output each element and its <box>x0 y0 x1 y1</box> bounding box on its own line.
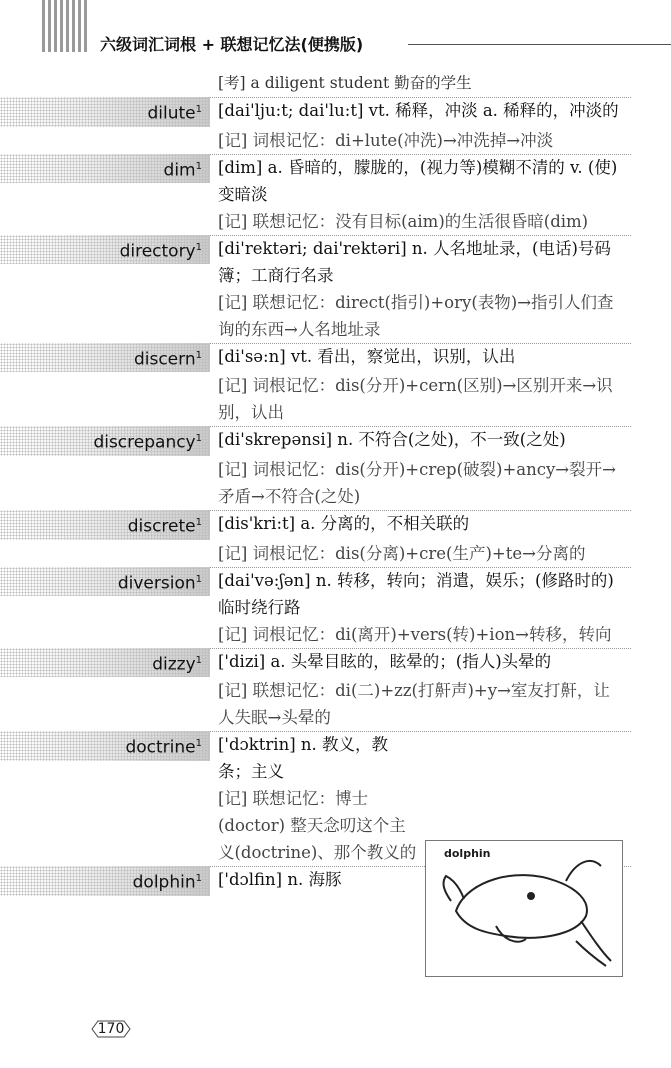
head-word-text: dizzy <box>152 654 196 675</box>
definition: [di'sə:n] vt. 看出，察觉出，识别，认出 <box>218 346 516 366</box>
memory-note <box>0 289 623 343</box>
head-word <box>0 97 210 127</box>
dotted-rule <box>210 343 631 344</box>
dotted-rule <box>210 426 631 427</box>
head-word-superscript: 1 <box>195 160 202 172</box>
definition: [dai'lju:t; dai'lu:t] vt. 稀释，冲淡 a. 稀释的，冲淡的 <box>218 101 619 120</box>
head-word-text: doctrine <box>125 737 196 758</box>
head-word <box>0 154 210 184</box>
definition: [di'rektəri; dai'rektəri] n. 人名地址录，(电话)号码簿；工商行名录 <box>218 238 611 285</box>
dotted-rule <box>210 648 631 649</box>
entry-line <box>0 648 671 678</box>
dolphin-illustration <box>425 840 623 977</box>
head-word <box>0 510 210 540</box>
dotted-rule <box>210 731 631 732</box>
head-word-superscript: 1 <box>195 873 202 885</box>
entry-discrete <box>0 510 671 567</box>
head-word-superscript: 1 <box>195 104 202 115</box>
memory-note <box>0 540 623 567</box>
entry-line <box>0 97 671 127</box>
entry-line <box>0 731 671 785</box>
memory-note <box>0 372 623 426</box>
head-word <box>0 343 210 373</box>
head-word-text: diversion <box>117 573 196 594</box>
memory-note-text: [记] 词根记忆：di(离开)+vers(转)+ion→转移，转向 <box>218 624 612 644</box>
memory-note-text: [记] 词根记忆：dis(分开)+cern(区别)→区别开来→识别，认出 <box>218 376 613 423</box>
head-word-text: dolphin <box>132 872 196 893</box>
memory-note <box>0 677 623 731</box>
entry-line <box>0 154 671 208</box>
header-stripes-decoration <box>42 0 90 52</box>
head-word-text: discrete <box>127 516 196 537</box>
head-word <box>0 731 210 761</box>
memory-note-text: [记] 词根记忆：dis(分开)+crep(破裂)+ancy→裂开→矛盾→不符合(之处) <box>218 459 616 506</box>
head-word-superscript: 1 <box>195 654 202 666</box>
entry-list <box>0 70 671 896</box>
memory-note-text: [记] 词根记忆：di+lute(冲洗)→冲洗掉→冲淡 <box>218 130 554 150</box>
head-word-text: dim <box>163 160 196 181</box>
entry-line <box>0 510 671 540</box>
memory-note-text: [记] 联想记忆：博士(doctor) 整天念叨这个主义(doctrine)、那个教义的 <box>218 789 417 863</box>
entry-line <box>0 343 671 373</box>
head-word-superscript: 1 <box>195 738 202 750</box>
entry-line <box>0 567 671 621</box>
head-word-superscript: 1 <box>195 349 202 361</box>
head-word <box>0 426 210 456</box>
head-word-superscript: 1 <box>195 433 202 445</box>
definition: ['dɔktrin] n. 教义，教条；主义 <box>218 735 388 782</box>
book-title: 六级词汇词根 + 联想记忆法(便携版) <box>100 35 364 54</box>
header-rule <box>408 44 671 45</box>
entry-line <box>0 426 671 456</box>
head-word-text: dilute <box>147 103 196 124</box>
memory-note-text: [记] 词根记忆：dis(分离)+cre(生产)+te→分离的 <box>218 543 586 563</box>
head-word-text: discern <box>133 349 196 370</box>
entry-dilute <box>0 97 671 154</box>
memory-note-text: [记] 联想记忆：没有目标(aim)的生活很昏暗(dim) <box>218 211 589 231</box>
dotted-rule <box>210 154 631 155</box>
definition: [di'skrepənsi] n. 不符合(之处)，不一致(之处) <box>218 430 566 450</box>
dotted-rule <box>210 510 631 511</box>
definition: ['dɔlfin] n. 海豚 <box>218 870 342 890</box>
memory-note <box>0 127 623 154</box>
exam-example: [考] a diligent student 勤奋的学生 <box>218 74 472 92</box>
dotted-rule <box>210 567 631 568</box>
memory-note <box>0 456 623 510</box>
head-word-text: discrepancy <box>93 432 196 453</box>
memory-note <box>0 208 623 235</box>
memory-note-text: [记] 联想记忆：direct(指引)+ory(表物)→指引人们查询的东西→人名地址录 <box>218 292 614 339</box>
head-word-superscript: 1 <box>195 573 202 585</box>
entry-directory <box>0 235 671 343</box>
head-word <box>0 866 210 896</box>
head-word <box>0 567 210 597</box>
memory-note <box>0 785 418 866</box>
entry-discrepancy <box>0 426 671 510</box>
definition: [dis'kri:t] a. 分离的，不相关联的 <box>218 513 470 533</box>
page-header <box>0 0 671 62</box>
head-word-superscript: 1 <box>195 241 202 253</box>
entry-dim <box>0 154 671 235</box>
memory-note-text: [记] 联想记忆：di(二)+zz(打鼾声)+y→室友打鼾，让人失眠→头晕的 <box>218 681 610 728</box>
head-word-superscript: 1 <box>195 516 202 528</box>
memory-note <box>0 621 623 648</box>
dotted-rule <box>210 97 631 98</box>
definition: ['dizi] a. 头晕目眩的，眩晕的；(指人)头晕的 <box>218 651 552 671</box>
dolphin-icon <box>426 841 622 976</box>
head-word <box>0 648 210 678</box>
entry-line <box>0 235 671 289</box>
entry-diversion <box>0 567 671 648</box>
entry-dizzy <box>0 648 671 732</box>
definition: [dim] a. 昏暗的，朦胧的，(视力等)模糊不清的 v. (使)变暗淡 <box>218 157 618 204</box>
page-number-text: 170 <box>97 1021 125 1037</box>
page-number <box>86 1018 136 1040</box>
entry-discern <box>0 343 671 427</box>
dotted-rule <box>210 235 631 236</box>
illustration-label: dolphin <box>444 847 491 860</box>
head-word <box>0 235 210 265</box>
definition: [dai'və:ʃən] n. 转移，转向；消遣，娱乐；(修路时的)临时绕行路 <box>218 570 614 617</box>
head-word-text: directory <box>119 241 196 262</box>
